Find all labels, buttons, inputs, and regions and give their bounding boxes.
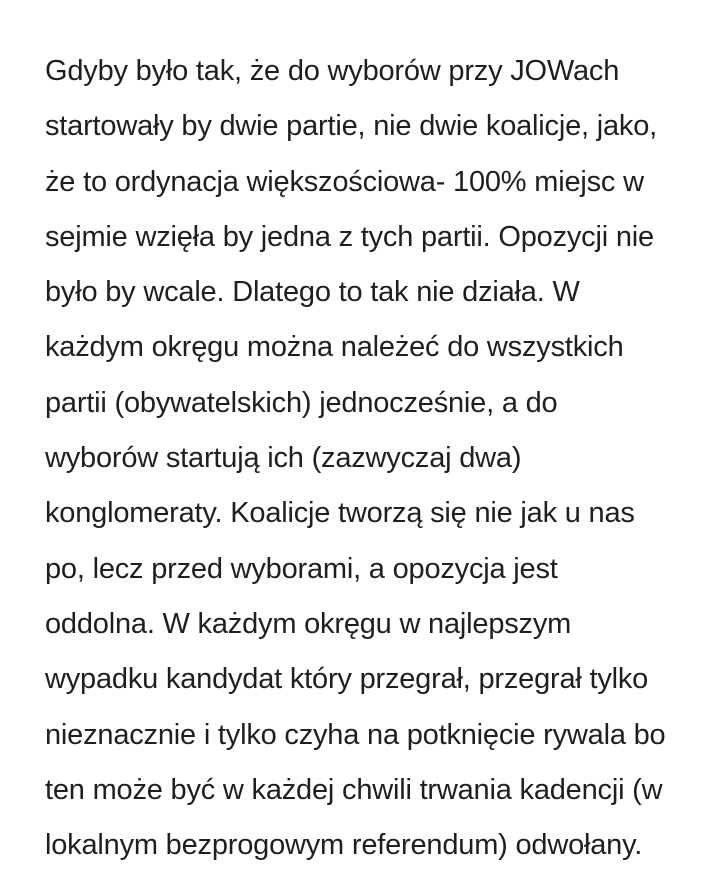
text-line: partii (obywatelskich) jednocześnie, a do xyxy=(45,386,558,419)
text-line: Gdyby było tak, że do wyborów przy JOWach xyxy=(45,55,620,87)
text-line: startowały by dwie partie, nie dwie koalicje, jako, xyxy=(45,110,657,143)
text-line: że to ordynacja większościowa- 100% miejsc w xyxy=(45,165,644,198)
text-line: sejmie wzięła by jedna z tych partii. Opozycji nie xyxy=(45,220,654,253)
text-line: każdym okręgu można należeć do wszystkich xyxy=(45,331,624,364)
text-line: ten może być w każdej chwili trwania kadencji (w xyxy=(45,773,663,806)
text-line: nieznacznie i tylko czyha na potknięcie rywala bo xyxy=(45,718,666,751)
post-body-text xyxy=(45,44,710,873)
text-line: było by wcale. Dlatego to tak nie działa. W xyxy=(45,276,580,309)
text-line: wypadku kandydat który przegrał, przegrał tylko xyxy=(45,663,649,696)
text-line: oddolna. W każdym okręgu w najlepszym xyxy=(45,607,572,640)
text-line: lokalnym bezprogowym referendum) odwołany. xyxy=(45,829,643,862)
text-line: konglomeraty. Koalicje tworzą się nie jak u nas xyxy=(45,497,635,530)
text-line: po, lecz przed wyborami, a opozycja jest xyxy=(45,552,558,585)
text-line: wyborów startują ich (zazwyczaj dwa) xyxy=(45,442,522,475)
